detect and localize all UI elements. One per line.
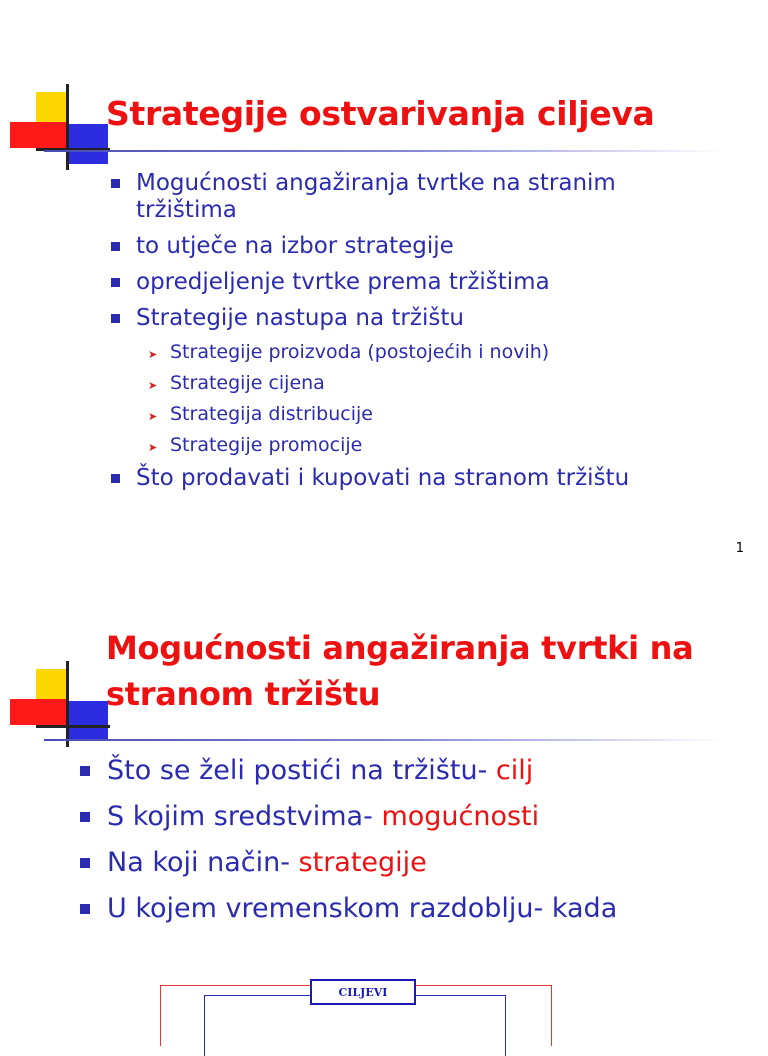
list-item-text: S kojim sredstvima- (107, 801, 382, 832)
list-item-text: U kojem vremenskom razdoblju- kada (107, 893, 618, 924)
diagram-goal-box (310, 979, 416, 1005)
list-item-text: to utječe na izbor strategije (136, 233, 454, 259)
page-number: 1 (735, 541, 744, 556)
sub-list-item-text: Strategije promocije (170, 434, 363, 456)
highlight-word: strategije (298, 847, 427, 878)
square-bullet-icon (111, 314, 120, 323)
highlight-word: mogućnosti (381, 801, 540, 832)
bullet-list (108, 170, 748, 501)
arrow-bullet-icon: ➤ (148, 410, 158, 423)
list-item-text: Na koji način- (107, 847, 299, 878)
sub-list-item-text: Strategija distribucije (170, 403, 373, 425)
square-bullet-icon (111, 242, 120, 251)
list-item (108, 305, 748, 332)
square-bullet-icon (111, 474, 120, 483)
list-item (108, 269, 748, 296)
diagram-goal-label: CILJEVI (338, 985, 388, 999)
sub-list-item (108, 372, 748, 394)
slide-title-line: Mogućnosti angažiranja tvrtki na (106, 629, 694, 667)
slide-decoration (0, 80, 110, 170)
title-divider (44, 150, 724, 152)
square-bullet-icon (111, 179, 120, 188)
sub-list-item (108, 341, 748, 363)
sub-list-item (108, 434, 748, 456)
list-item-text: Što prodavati i kupovati na stranom tržištu (136, 465, 630, 491)
sub-list-item-text: Strategije proizvoda (postojećih i novih) (170, 341, 550, 363)
slide-2 (0, 585, 768, 1024)
highlight-word: cilj (495, 755, 534, 786)
list-item (108, 170, 748, 224)
list-item-text: opredjeljenje tvrtke prema tržištima (136, 269, 550, 295)
sub-list-item (108, 403, 748, 425)
list-item (108, 465, 748, 492)
slide-title: Strategije ostvarivanja ciljeva (106, 94, 655, 133)
list-item-text: Što se želi postići na tržištu- (107, 755, 496, 786)
list-item-text: Strategije nastupa na tržištu (136, 305, 464, 331)
slide-title-line: stranom tržištu (106, 675, 381, 713)
arrow-bullet-icon: ➤ (148, 348, 158, 361)
goals-diagram (0, 585, 768, 1024)
list-item-text: tržištima (136, 197, 237, 223)
list-item (108, 233, 748, 260)
square-bullet-icon (111, 278, 120, 287)
arrow-bullet-icon: ➤ (148, 379, 158, 392)
sub-list-item-text: Strategije cijena (170, 372, 325, 394)
arrow-bullet-icon: ➤ (148, 441, 158, 454)
list-item-text: Mogućnosti angažiranja tvrtke na stranim (136, 170, 616, 196)
